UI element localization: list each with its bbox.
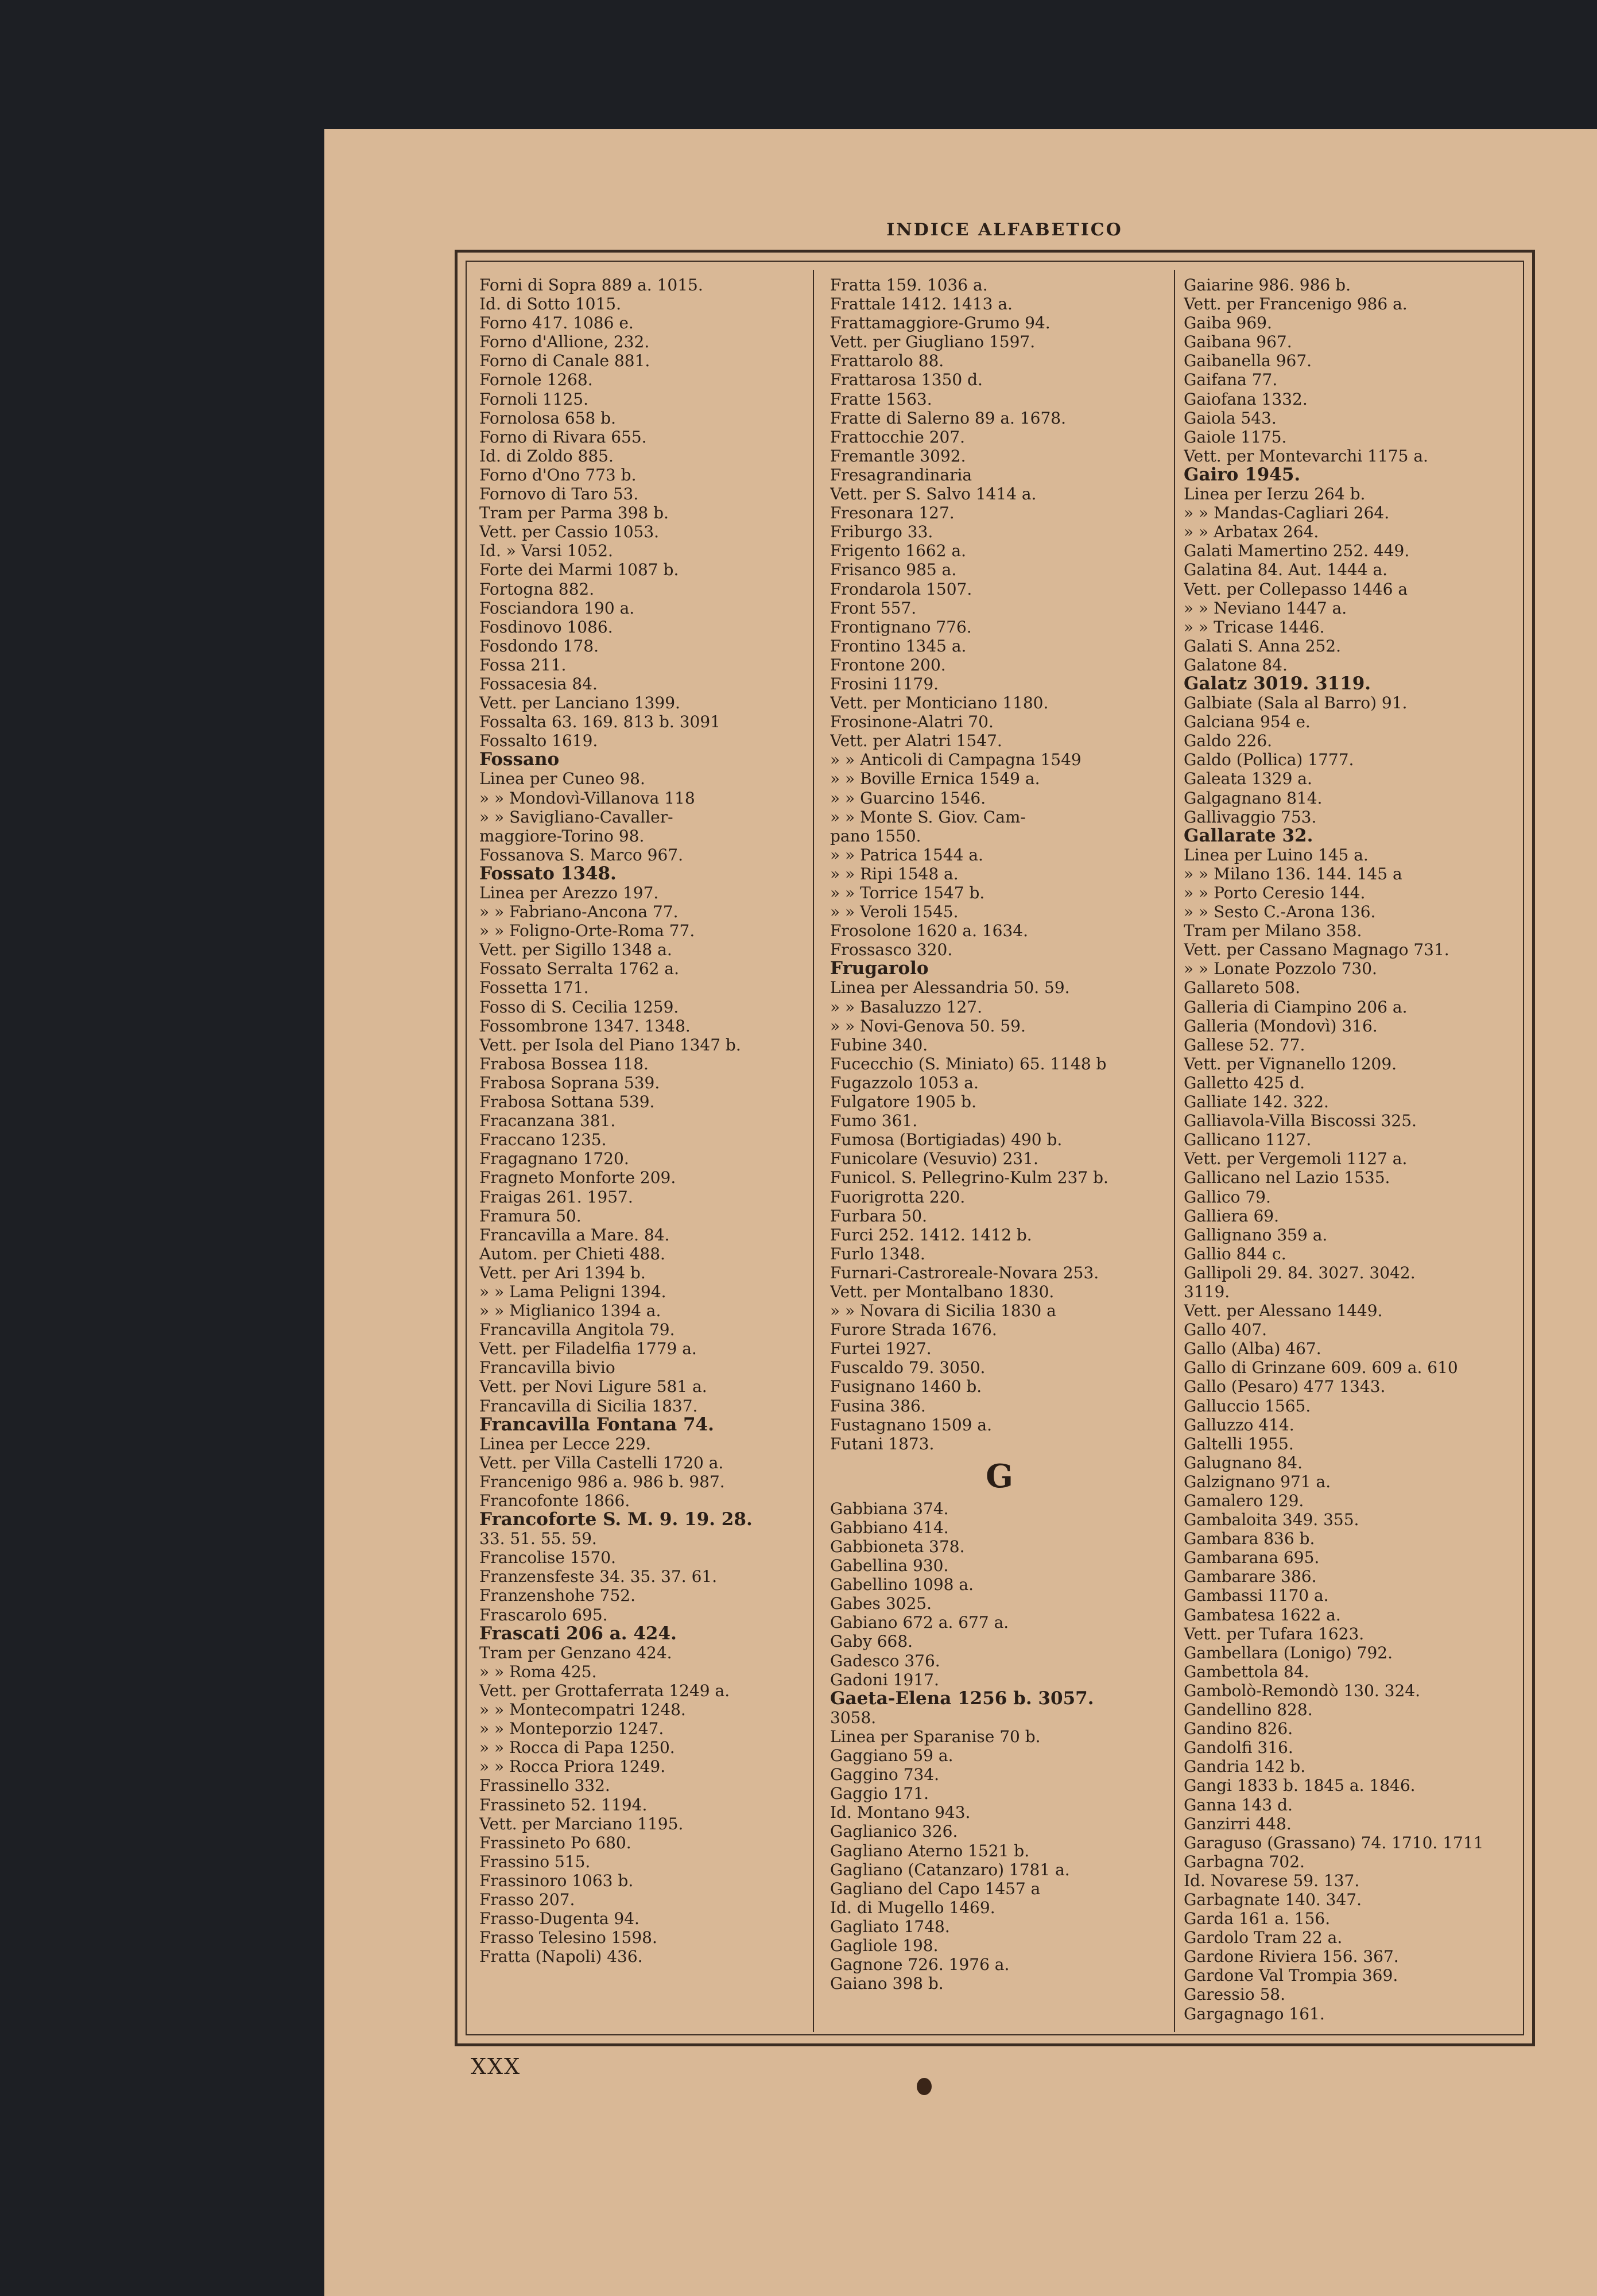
index-entry: Fossanova S. Marco 967. — [479, 845, 684, 864]
index-entry: » » Mandas-Cagliari 264. — [1184, 503, 1390, 523]
index-entry: Gagliato 1748. — [830, 1917, 950, 1936]
index-entry: Galugnano 84. — [1184, 1453, 1303, 1472]
index-entry: Gaiola 543. — [1184, 408, 1277, 428]
index-entry: Gandria 142 b. — [1184, 1757, 1306, 1777]
index-entry: Fulgatore 1905 b. — [830, 1092, 976, 1112]
index-entry: » » Roma 425. — [479, 1662, 597, 1681]
index-entry: » » Veroli 1545. — [830, 902, 959, 922]
index-entry: Fresagrandinaria — [830, 465, 972, 484]
index-entry: Gabbiano 414. — [830, 1518, 949, 1537]
index-entry: Fornoli 1125. — [479, 389, 588, 409]
index-entry: Vett. per Collepasso 1446 a — [1184, 579, 1408, 599]
index-entry: Gaifana 77. — [1184, 370, 1278, 390]
index-entry: Gallo 407. — [1184, 1320, 1267, 1340]
index-entry: Frontignano 776. — [830, 617, 972, 637]
index-entry: Gabiano 672 a. 677 a. — [830, 1613, 1009, 1632]
index-entry: Forno d'Allione, 232. — [479, 332, 650, 352]
index-entry: Frossasco 320. — [830, 940, 953, 960]
index-entry: Frosini 1179. — [830, 674, 939, 693]
index-entry: » » Miglianico 1394 a. — [479, 1301, 661, 1321]
index-entry: Francenigo 986 a. 986 b. 987. — [479, 1472, 725, 1491]
index-entry: Vett. per Isola del Piano 1347 b. — [479, 1035, 741, 1054]
index-entry: Funicolare (Vesuvio) 231. — [830, 1149, 1038, 1169]
index-column-2 — [830, 276, 1169, 1993]
index-entry: Fratte di Salerno 89 a. 1678. — [830, 408, 1067, 428]
index-entry: Gamalero 129. — [1184, 1491, 1304, 1510]
index-entry: Fuscaldo 79. 3050. — [830, 1358, 986, 1378]
index-entry: Vett. per Grottaferrata 1249 a. — [479, 1681, 730, 1700]
index-entry: Gaggiano 59 a. — [830, 1746, 953, 1766]
index-entry: Fratta (Napoli) 436. — [479, 1947, 643, 1967]
index-entry: Tram per Milano 358. — [1184, 921, 1362, 941]
index-entry: Gaibanella 967. — [1184, 351, 1312, 371]
index-entry: Id. di Sotto 1015. — [479, 294, 622, 314]
index-entry: Gallipoli 29. 84. 3027. 3042. — [1184, 1263, 1416, 1282]
index-entry: » » Torrice 1547 b. — [830, 883, 985, 902]
index-entry: Gallo di Grinzane 609. 609 a. 610 — [1184, 1358, 1458, 1378]
index-entry: Fossetta 171. — [479, 978, 589, 998]
index-entry: Galluccio 1565. — [1184, 1396, 1311, 1415]
index-entry: Frassineto 52. 1194. — [479, 1795, 648, 1814]
index-entry: Linea per Sparanise 70 b. — [830, 1727, 1041, 1746]
index-heading: Francavilla Fontana 74. — [479, 1415, 714, 1434]
index-entry: Gabbioneta 378. — [830, 1537, 965, 1556]
index-entry: Gaglianico 326. — [830, 1822, 958, 1841]
index-entry: Garaguso (Grassano) 74. 1710. 1711 — [1184, 1833, 1484, 1852]
index-entry: Galdo 226. — [1184, 731, 1273, 751]
index-entry: Funicol. S. Pellegrino-Kulm 237 b. — [830, 1168, 1108, 1188]
index-entry: 3119. — [1184, 1282, 1230, 1301]
index-entry: Fusina 386. — [830, 1396, 926, 1415]
index-entry: Garbagnate 140. 347. — [1184, 1890, 1362, 1909]
index-entry: Vett. per Cassano Magnago 731. — [1184, 940, 1449, 960]
index-entry: Furore Strada 1676. — [830, 1320, 997, 1340]
index-entry: » » Porto Ceresio 144. — [1184, 883, 1366, 902]
index-entry: Garessio 58. — [1184, 1985, 1285, 2004]
index-entry: Galliera 69. — [1184, 1206, 1280, 1225]
index-entry: Furlo 1348. — [830, 1244, 925, 1263]
index-entry: Fossa 211. — [479, 655, 567, 674]
index-entry: Fumosa (Bortigiadas) 490 b. — [830, 1130, 1063, 1150]
column-divider-2 — [1174, 270, 1175, 2032]
index-entry: Fragagnano 1720. — [479, 1149, 629, 1169]
index-entry: Vett. per Alatri 1547. — [830, 731, 1002, 751]
index-entry: Frasso-Dugenta 94. — [479, 1909, 639, 1929]
index-entry: Forno di Canale 881. — [479, 351, 650, 371]
index-entry: Gardone Val Trompia 369. — [1184, 1966, 1398, 1985]
page-number: XXX — [471, 2054, 521, 2079]
index-entry: Vett. per Alessano 1449. — [1184, 1301, 1383, 1321]
index-entry: Frabosa Bossea 118. — [479, 1054, 649, 1073]
index-entry: Frassinello 332. — [479, 1776, 610, 1795]
index-entry: Gagliano (Catanzaro) 1781 a. — [830, 1860, 1070, 1879]
index-entry: Fossacesia 84. — [479, 674, 598, 693]
index-entry: Gaibana 967. — [1184, 332, 1292, 352]
index-entry: » » Savigliano-Cavaller- — [479, 807, 673, 827]
index-entry: Furbara 50. — [830, 1206, 927, 1225]
index-entry: Galbiate (Sala al Barro) 91. — [1184, 693, 1408, 713]
index-entry: Ganna 143 d. — [1184, 1795, 1293, 1814]
index-entry: Vett. per Montalbano 1830. — [830, 1282, 1055, 1301]
index-entry: » » Milano 136. 144. 145 a — [1184, 864, 1402, 883]
index-entry: Gambarare 386. — [1184, 1567, 1317, 1587]
index-entry: Vett. per Novi Ligure 581 a. — [479, 1377, 707, 1397]
index-entry: Gallivaggio 753. — [1184, 807, 1317, 827]
index-entry: Galgagnano 814. — [1184, 788, 1323, 808]
index-entry: Fosciandora 190 a. — [479, 598, 635, 618]
index-entry: Gallo (Alba) 467. — [1184, 1339, 1321, 1359]
index-entry: » » Novi-Genova 50. 59. — [830, 1016, 1026, 1035]
index-entry: Fornolosa 658 b. — [479, 408, 616, 428]
index-entry: » » Basaluzzo 127. — [830, 997, 982, 1017]
index-entry: Fosdinovo 1086. — [479, 617, 613, 637]
index-entry: Francavilla bivio — [479, 1358, 615, 1378]
index-entry: Gambettola 84. — [1184, 1662, 1309, 1681]
index-entry: Linea per Arezzo 197. — [479, 883, 659, 902]
index-entry: Galleria (Mondovì) 316. — [1184, 1016, 1378, 1035]
index-entry: Id. di Zoldo 885. — [479, 446, 614, 466]
index-entry: Frosolone 1620 a. 1634. — [830, 921, 1029, 941]
index-entry: Frasso Telesino 1598. — [479, 1928, 657, 1948]
index-entry: Gallicano 1127. — [1184, 1130, 1312, 1150]
index-entry: Gaiba 969. — [1184, 313, 1272, 333]
index-entry: Fratte 1563. — [830, 389, 932, 409]
index-entry: Linea per Cuneo 98. — [479, 769, 645, 789]
index-entry: Gambellara (Lonigo) 792. — [1184, 1643, 1393, 1662]
index-entry: Forno 417. 1086 e. — [479, 313, 634, 333]
index-entry: Francofonte 1866. — [479, 1491, 630, 1510]
index-entry: Franzenshohe 752. — [479, 1586, 636, 1605]
index-entry: » » Lonate Pozzolo 730. — [1184, 959, 1377, 979]
index-entry: » » Tricase 1446. — [1184, 617, 1325, 637]
index-entry: Frassinoro 1063 b. — [479, 1871, 634, 1890]
index-entry: Gambolò-Remondò 130. 324. — [1184, 1681, 1421, 1700]
index-entry: Galati S. Anna 252. — [1184, 636, 1342, 656]
index-entry: Vett. per Giugliano 1597. — [830, 332, 1036, 352]
index-entry: Fracanzana 381. — [479, 1111, 616, 1131]
index-entry: Gaggino 734. — [830, 1765, 939, 1785]
index-entry: Galzignano 971 a. — [1184, 1472, 1331, 1491]
index-entry: Gaiano 398 b. — [830, 1974, 944, 1994]
index-entry: Gambarana 695. — [1184, 1548, 1320, 1568]
index-entry: Fustagnano 1509 a. — [830, 1415, 992, 1434]
index-entry: Frattamaggiore-Grumo 94. — [830, 313, 1051, 333]
index-heading: Fossano — [479, 750, 560, 770]
ink-dot — [917, 2078, 932, 2095]
index-entry: Vett. per Montevarchi 1175 a. — [1184, 446, 1428, 466]
index-entry: Fragneto Monforte 209. — [479, 1168, 676, 1188]
index-entry: Galluzzo 414. — [1184, 1415, 1294, 1434]
index-entry: Fornole 1268. — [479, 370, 593, 390]
index-entry: Fusignano 1460 b. — [830, 1377, 982, 1397]
index-entry: Frontone 200. — [830, 655, 946, 674]
index-entry: Fossalto 1619. — [479, 731, 598, 751]
index-entry: Galleria di Ciampino 206 a. — [1184, 997, 1408, 1017]
index-entry: Francavilla a Mare. 84. — [479, 1225, 670, 1244]
index-entry: Frassineto Po 680. — [479, 1833, 631, 1852]
index-entry: Franzensfeste 34. 35. 37. 61. — [479, 1567, 718, 1587]
index-entry: Gangi 1833 b. 1845 a. 1846. — [1184, 1776, 1416, 1795]
index-entry: Gandolfi 316. — [1184, 1738, 1293, 1758]
index-entry: Forno d'Ono 773 b. — [479, 465, 637, 484]
index-entry: Vett. per Vignanello 1209. — [1184, 1054, 1397, 1073]
index-entry: » » Novara di Sicilia 1830 a — [830, 1301, 1056, 1321]
index-entry: Id. Novarese 59. 137. — [1184, 1871, 1360, 1890]
section-letter: G — [986, 1457, 1013, 1495]
index-entry: Frattocchie 207. — [830, 427, 966, 447]
index-entry: » » Neviano 1447 a. — [1184, 598, 1347, 618]
index-entry: Linea per Luino 145 a. — [1184, 845, 1369, 864]
index-entry: Frabosa Sottana 539. — [479, 1092, 655, 1112]
index-entry: Galliavola-Villa Biscossi 325. — [1184, 1111, 1417, 1131]
index-entry: Galletto 425 d. — [1184, 1073, 1305, 1092]
index-entry: Linea per Ierzu 264 b. — [1184, 484, 1366, 504]
index-entry: Gardolo Tram 22 a. — [1184, 1928, 1343, 1948]
index-entry: Frabosa Soprana 539. — [479, 1073, 660, 1092]
index-entry: » » Rocca Priora 1249. — [479, 1757, 666, 1777]
index-entry: Tram per Genzano 424. — [479, 1643, 672, 1662]
index-entry: Fosdondo 178. — [479, 636, 599, 656]
index-entry: Galatina 84. Aut. 1444 a. — [1184, 560, 1388, 580]
index-entry: Fornovo di Taro 53. — [479, 484, 639, 504]
index-entry: Gaggio 171. — [830, 1784, 929, 1804]
index-entry: Gambatesa 1622 a. — [1184, 1605, 1341, 1624]
index-entry: Furci 252. 1412. 1412 b. — [830, 1225, 1032, 1244]
index-entry: Frisanco 985 a. — [830, 560, 957, 580]
index-entry: Gandino 826. — [1184, 1719, 1293, 1739]
index-entry: Garbagna 702. — [1184, 1852, 1305, 1871]
index-entry: Frattarosa 1350 d. — [830, 370, 983, 390]
index-entry: Futani 1873. — [830, 1434, 935, 1453]
index-entry: Gagliole 198. — [830, 1936, 939, 1955]
index-entry: » » Foligno-Orte-Roma 77. — [479, 921, 695, 941]
index-heading: Galatz 3019. 3119. — [1184, 674, 1371, 694]
index-entry: Ganzirri 448. — [1184, 1814, 1292, 1833]
index-entry: Gabellina 930. — [830, 1556, 949, 1576]
index-entry: Frattarolo 88. — [830, 351, 944, 371]
index-entry: Gallicano nel Lazio 1535. — [1184, 1168, 1390, 1188]
index-entry: Id. Montano 943. — [830, 1803, 971, 1822]
index-heading: Gaeta-Elena 1256 b. 3057. — [830, 1689, 1094, 1708]
index-entry: Fraigas 261. 1957. — [479, 1187, 633, 1207]
index-entry: Fuorigrotta 220. — [830, 1187, 966, 1207]
index-entry: Fosso di S. Cecilia 1259. — [479, 997, 679, 1017]
index-entry: Vett. per Lanciano 1399. — [479, 693, 680, 713]
index-heading: Francoforte S. M. 9. 19. 28. — [479, 1510, 753, 1530]
index-heading: Frascati 206 a. 424. — [479, 1624, 677, 1643]
index-entry: Frondarola 1507. — [830, 579, 972, 599]
index-entry: Fresonara 127. — [830, 503, 955, 523]
index-entry: » » Ripi 1548 a. — [830, 864, 959, 883]
index-entry: Gambaloita 349. 355. — [1184, 1510, 1359, 1530]
index-entry: Id. di Mugello 1469. — [830, 1898, 995, 1917]
index-entry: Gabbiana 374. — [830, 1499, 949, 1518]
index-entry: Gallico 79. — [1184, 1187, 1271, 1207]
index-entry: » » Mondovì-Villanova 118 — [479, 788, 695, 808]
index-entry: Gadoni 1917. — [830, 1670, 939, 1689]
index-entry: Francavilla Angitola 79. — [479, 1320, 675, 1340]
index-entry: Vett. per Marciano 1195. — [479, 1814, 684, 1833]
index-entry: Fumo 361. — [830, 1111, 918, 1131]
index-entry: Galdo (Pollica) 1777. — [1184, 750, 1354, 770]
index-entry: Linea per Lecce 229. — [479, 1434, 651, 1453]
index-entry: » » Anticoli di Campagna 1549 — [830, 750, 1082, 770]
index-heading: Gallarate 32. — [1184, 826, 1313, 846]
index-entry: 33. 51. 55. 59. — [479, 1529, 597, 1549]
index-entry: Fucecchio (S. Miniato) 65. 1148 b — [830, 1054, 1107, 1073]
index-entry: » » Monteporzio 1247. — [479, 1719, 664, 1739]
index-entry: 3058. — [830, 1708, 877, 1727]
index-entry: Framura 50. — [479, 1206, 582, 1225]
index-entry: Frasso 207. — [479, 1890, 575, 1909]
index-entry: Fugazzolo 1053 a. — [830, 1073, 979, 1092]
index-entry: Gallese 52. 77. — [1184, 1035, 1305, 1054]
index-entry: » » Rocca di Papa 1250. — [479, 1738, 675, 1758]
index-entry: » » Patrica 1544 a. — [830, 845, 983, 864]
index-entry: Galatone 84. — [1184, 655, 1288, 674]
index-heading: Fossato 1348. — [479, 864, 617, 883]
index-entry: Vett. per Villa Castelli 1720 a. — [479, 1453, 724, 1472]
index-entry: Galtelli 1955. — [1184, 1434, 1294, 1453]
index-entry: Gandellino 828. — [1184, 1700, 1313, 1720]
index-entry: Gaiole 1175. — [1184, 427, 1287, 447]
index-entry: Gabes 3025. — [830, 1594, 932, 1614]
index-entry: Fossalta 63. 169. 813 b. 3091 — [479, 712, 720, 732]
index-entry: Galeata 1329 a. — [1184, 769, 1312, 789]
index-entry: » » Guarcino 1546. — [830, 788, 986, 808]
index-entry: Vett. per Vergemoli 1127 a. — [1184, 1149, 1408, 1169]
index-entry: Vett. per Filadelfia 1779 a. — [479, 1339, 697, 1359]
index-entry: Fossato Serralta 1762 a. — [479, 959, 679, 979]
index-entry: » » Fabriano-Ancona 77. — [479, 902, 679, 922]
index-entry: » » Arbatax 264. — [1184, 522, 1319, 542]
index-entry: Gabellino 1098 a. — [830, 1575, 974, 1595]
index-entry: Fratta 159. 1036 a. — [830, 276, 988, 294]
index-entry: Forte dei Marmi 1087 b. — [479, 560, 679, 580]
index-entry: Vett. per Sigillo 1348 a. — [479, 940, 672, 960]
index-entry: Forno di Rivara 655. — [479, 427, 647, 447]
index-entry: Frosinone-Alatri 70. — [830, 712, 994, 732]
index-entry: Furtei 1927. — [830, 1339, 932, 1359]
index-entry: Fraccano 1235. — [479, 1130, 607, 1150]
index-entry: pano 1550. — [830, 826, 921, 846]
index-entry: Fremantle 3092. — [830, 446, 966, 466]
index-entry: Frigento 1662 a. — [830, 541, 967, 561]
index-entry: Gaiofana 1332. — [1184, 389, 1308, 409]
index-entry: Furnari-Castroreale-Novara 253. — [830, 1263, 1099, 1282]
index-entry: Gallo (Pesaro) 477 1343. — [1184, 1377, 1386, 1397]
index-entry: Gagnone 726. 1976 a. — [830, 1955, 1010, 1975]
index-entry: Vett. per Cassio 1053. — [479, 522, 660, 542]
index-entry: Gadesco 376. — [830, 1651, 940, 1670]
index-entry: Galati Mamertino 252. 449. — [1184, 541, 1410, 561]
index-entry: Vett. per Ari 1394 b. — [479, 1263, 646, 1282]
index-entry: Gallio 844 c. — [1184, 1244, 1286, 1263]
index-entry: » » Lama Peligni 1394. — [479, 1282, 666, 1301]
index-entry: Gaiarine 986. 986 b. — [1184, 276, 1351, 294]
index-entry: Galciana 954 e. — [1184, 712, 1311, 732]
index-entry: Garda 161 a. 156. — [1184, 1909, 1331, 1929]
index-entry: Gambassi 1170 a. — [1184, 1586, 1329, 1605]
index-entry: Friburgo 33. — [830, 522, 933, 542]
index-entry: Frascarolo 695. — [479, 1605, 608, 1624]
index-entry: Fortogna 882. — [479, 579, 595, 599]
index-entry: Fubine 340. — [830, 1035, 928, 1054]
index-heading: Frugarolo — [830, 959, 929, 979]
index-entry: maggiore-Torino 98. — [479, 826, 645, 846]
index-entry: Gagliano Aterno 1521 b. — [830, 1841, 1030, 1860]
index-entry: Linea per Alessandria 50. 59. — [830, 978, 1070, 998]
index-entry: Gambara 836 b. — [1184, 1529, 1315, 1549]
index-entry: Gallareto 508. — [1184, 978, 1300, 998]
index-entry: Id. » Varsi 1052. — [479, 541, 613, 561]
index-entry: Francolise 1570. — [479, 1548, 616, 1568]
index-entry: » » Monte S. Giov. Cam- — [830, 807, 1026, 827]
page-header: INDICE ALFABETICO — [886, 220, 1123, 240]
index-column-3 — [1184, 276, 1522, 2023]
index-entry: Vett. per Tufara 1623. — [1184, 1624, 1365, 1643]
index-entry: » » Boville Ernica 1549 a. — [830, 769, 1040, 789]
index-entry: Frassino 515. — [479, 1852, 591, 1871]
index-entry: Gallignano 359 a. — [1184, 1225, 1328, 1244]
index-entry: Vett. per Monticiano 1180. — [830, 693, 1049, 713]
index-entry: Front 557. — [830, 598, 917, 618]
index-column-1 — [479, 276, 818, 1966]
index-entry: Gargagnago 161. — [1184, 2004, 1325, 2023]
index-entry: » » Montecompatri 1248. — [479, 1700, 686, 1720]
index-entry: Autom. per Chieti 488. — [479, 1244, 665, 1263]
index-entry: Gaby 668. — [830, 1632, 913, 1651]
index-entry: Gagliano del Capo 1457 a — [830, 1879, 1041, 1898]
index-entry: Galliate 142. 322. — [1184, 1092, 1329, 1112]
index-entry: Gardone Riviera 156. 367. — [1184, 1947, 1399, 1967]
index-entry: Tram per Parma 398 b. — [479, 503, 669, 523]
index-entry: » » Sesto C.-Arona 136. — [1184, 902, 1376, 922]
index-heading: Gairo 1945. — [1184, 465, 1301, 485]
index-entry: Frontino 1345 a. — [830, 636, 967, 656]
index-entry: Fossombrone 1347. 1348. — [479, 1016, 691, 1035]
index-entry: Vett. per Francenigo 986 a. — [1184, 294, 1408, 314]
index-entry: Forni di Sopra 889 a. 1015. — [479, 276, 703, 294]
index-entry: Vett. per S. Salvo 1414 a. — [830, 484, 1037, 504]
index-entry: Francavilla di Sicilia 1837. — [479, 1396, 698, 1415]
index-entry: Frattale 1412. 1413 a. — [830, 294, 1013, 314]
